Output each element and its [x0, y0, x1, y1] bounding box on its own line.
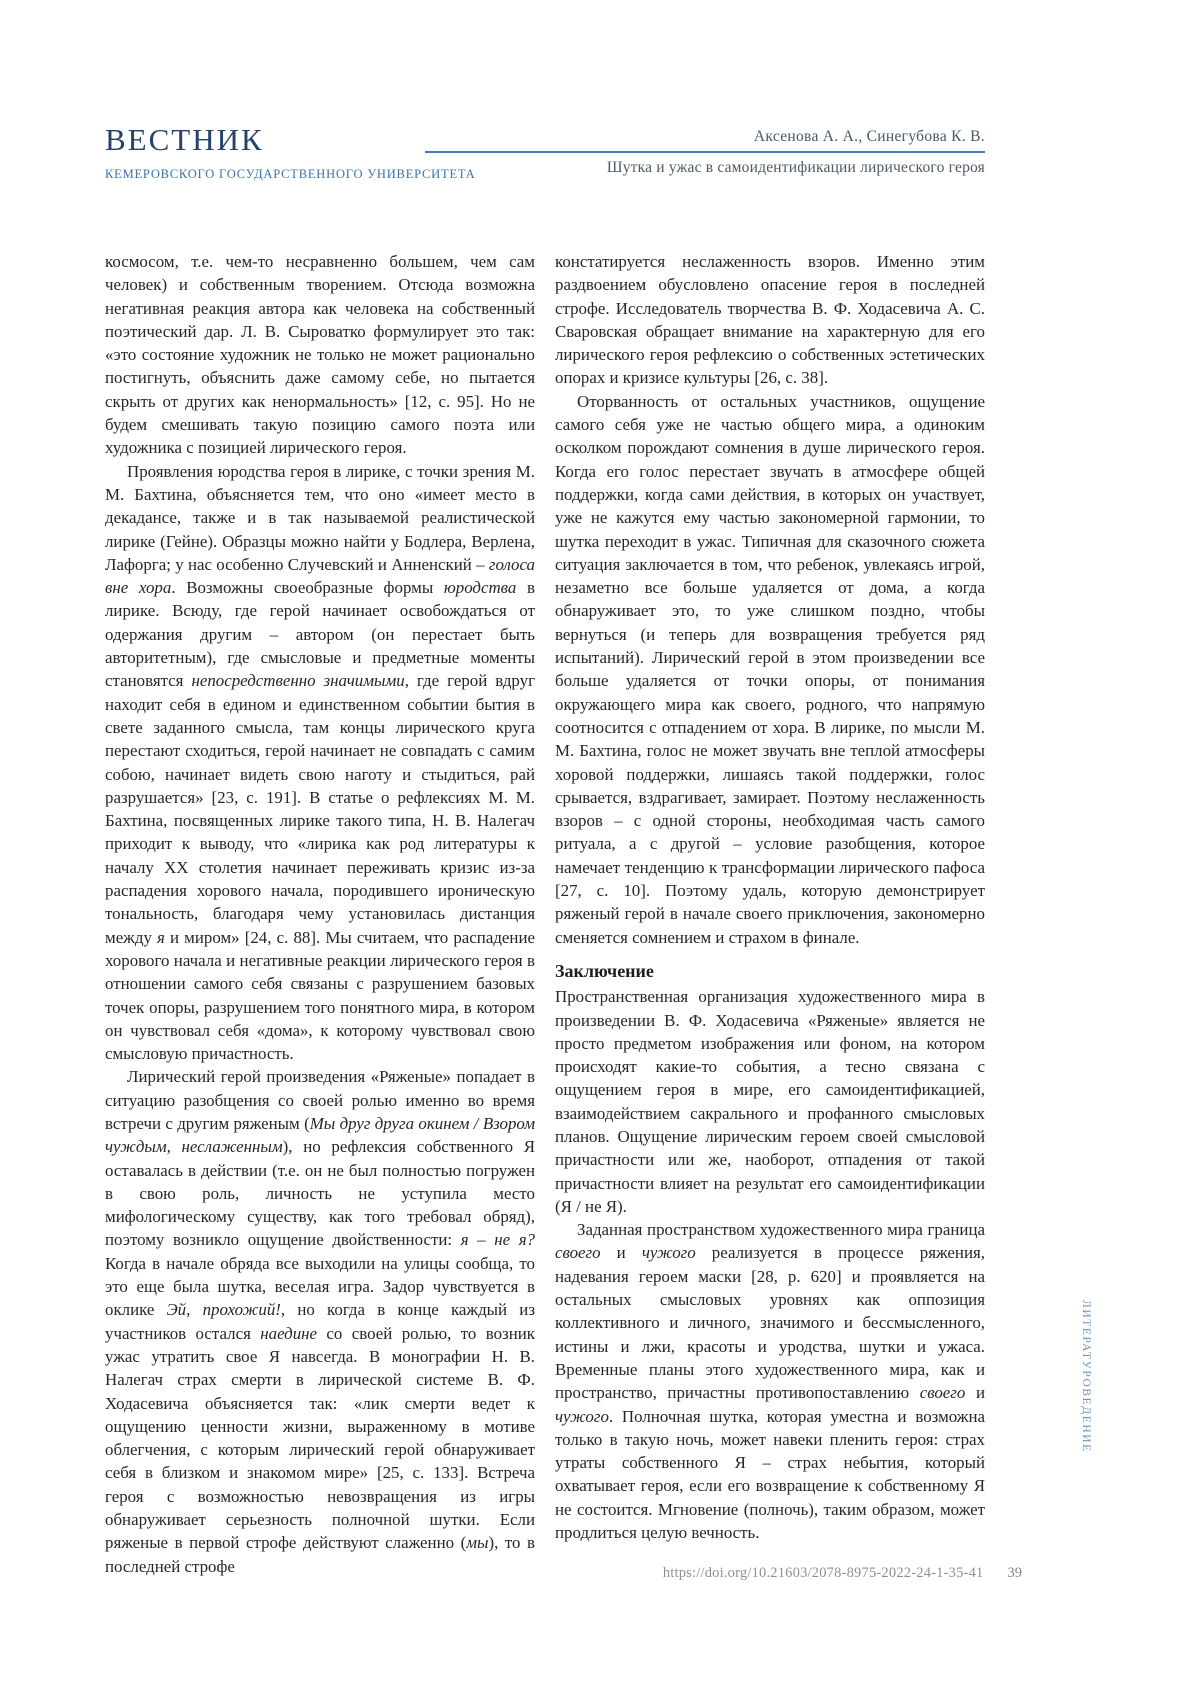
text-run: Оторванность от остальных участников, ощущение самого себя уже не частью общего мира, а одиноким осколком порождают сомнения в душе лирического героя. Когда его голос перестает звучать в атмосфере общей поддержки, когда сами действия, в которых он участвует, уже не кажутся ему частью закономерной гармонии, то шутка переходит в ужас. Типичная для сказочного сюжета ситуация заключается в том, что ребенок, увлекаясь игрой, незаметно все больше удаляется от дома, а когда обнаруживает это, то уже слишком поздно, чтобы вернуться (и теперь для возвращения требуется ряд испытаний). Лирический герой в этом произведении все больше удаляется от точки опоры, от понимания окружающего мира как своего, родного, что напрямую соотносится с отпадением от хора. В лирике, по мысли М. М. Бахтина, голос не может звучать вне теплой атмосферы хоровой поддержки, лишаясь такой поддержки, голос срывается, вздрагивает, замирает. Поэтому неслаженность взоров – с одной стороны, необходимая часть самого ритуала, а с другой – условие разобщения, которое намечает тенденцию к трансформации лирического пафоса [27, с. 10]. Поэтому удаль, которую демонстрирует ряженый герой в начале своего приключения, закономерно сменяется сомнением и страхом в финале. — [555, 391, 985, 947]
text-run: и — [965, 1383, 985, 1403]
text-run: Проявления юродства героя в лирике, с точки зрения М. М. Бахтина, объясняется тем, что оно «имеет место в декадансе, также и в так называемой реалистической лирике (Гейне). Образцы можно найти у Бодлера, Верлена, Лафорга; у нас особенно Случевский и Анненский – — [105, 461, 535, 574]
text-run: Заключение — [555, 960, 654, 981]
text-run: Мы друг друга окинем / Взором чуждым, неслаженным — [105, 1113, 535, 1157]
text-run: , но когда в конце каждый из участников остался — [105, 1300, 535, 1343]
paragraph — [105, 460, 535, 1066]
text-run: мы — [466, 1533, 489, 1553]
section-label-vertical: ЛИТЕРАТУРОВЕДЕНИЕ — [1080, 1300, 1092, 1453]
text-run: непосредственно значимыми — [191, 671, 405, 691]
paragraph — [555, 390, 985, 949]
text-run: Лирический герой произведения «Ряженые» попадает в ситуацию разобщения со своей ролью именно во время встречи с другим ряженым ( — [105, 1067, 535, 1133]
page-header-right — [425, 128, 985, 177]
text-run: констатируется неслаженность взоров. Именно этим раздвоением обусловлено опасение героя в последней строфе. Исследователь творчества В. Ф. Ходасевича А. С. Сваровская обращает внимание на характерную для его лирического героя рефлексию о собственных эстетических опорах и кризисе культуры [26, с. 38]. — [555, 252, 985, 388]
text-run: в лирике. Всюду, где герой начинает освобождаться от одержания другим – автором (он перестает быть авторитетным), где смысловые и предметные моменты становятся — [105, 578, 536, 691]
text-run: своего — [919, 1383, 966, 1403]
text-run: я – не я? — [460, 1230, 536, 1250]
section-heading — [555, 960, 985, 983]
page-number: 39 — [1007, 1565, 1022, 1581]
text-run: Пространственная организация художественного мира в произведении В. Ф. Ходасевича «Ряженые» является не просто предметом изображения или фоном, на котором происходят какие-то события, а тесно связана с ощущением героя в мире, его самоидентификацией, взаимодействием сакрального и профанного смысловых планов. Ощущение лирическим героем своей смысловой причастности или же, наоборот, отпадения от такой причастности влияет на результат его самоидентификации (Я / не Я). — [555, 987, 985, 1216]
running-title: Шутка и ужас в самоидентификации лирического героя — [606, 159, 985, 176]
paragraph — [555, 250, 985, 390]
journal-name: ВЕСТНИК — [105, 122, 264, 157]
text-run: и — [600, 1243, 642, 1263]
text-run: ), то в последней строфе — [105, 1533, 535, 1576]
text-run: наедине — [260, 1323, 318, 1343]
text-run: чужого — [555, 1406, 609, 1426]
paragraph — [555, 985, 985, 1218]
paragraph — [105, 250, 535, 460]
article-body — [105, 250, 985, 1578]
text-run: юродства — [443, 578, 517, 598]
left-column — [105, 250, 535, 1578]
text-run: Заданная пространством художественного мира граница — [577, 1220, 985, 1240]
text-run: , где герой вдруг находит себя в едином и единственном событии бытия в свете заданного смысла, там концы лирического круга перестают сходиться, герой начинает не совпадать с самим собою, начинает видеть свою наготу и стыдиться, рай разрушается» [23, с. 191]. В статье о рефлексиях М. М. Бахтина, посвященных лирике такого типа, Н. В. Налегач приходит к выводу, что «лирика как род литературы к началу XX столетия начинает переживать кризис из-за распадения хорового начала, породившего ироническую тональность, благодаря чему установилась дистанция между — [105, 671, 536, 947]
article-authors: Аксенова А. А., Синегубова К. В. — [753, 128, 985, 145]
text-run: реализуется в процессе ряжения, надевания героем маски [28, p. 620] и проявляется на остальных смысловых уровнях как оппозиция коллективного и личного, значимого и бессмысленного, истины и лжи, красоты и уродства, шутки и ужаса. Временные планы этого художественного мира, как и пространство, причастны противопоставлению — [555, 1243, 985, 1403]
text-run: я — [157, 927, 165, 947]
page-footer — [105, 1565, 1022, 1582]
text-run: своего — [555, 1243, 601, 1263]
text-run: и миром» [24, с. 88]. Мы считаем, что распадение хорового начала и негативные реакции лирического героя в отношении самого себя связаны с разрушением базовых точек опоры, разрушением того понятного мира, в котором он чувствовал себя «дома», к которому чувствовал свою смысловую причастность. — [105, 927, 535, 1064]
text-run: со своей ролью, то возник ужас утратить свое Я навсегда. В монографии Н. В. Налегач страх смерти в лирической системе В. Ф. Ходасевича объясняется так: «лик смерти ведет к ощущению ценности жизни, выраженному в мотиве облегчения, с которым лирический герой обнаруживает себя в близком и знакомом мире» [25, с. 133]. Встреча героя с возможностью невозвращения из игры обнаруживает серьезность полночной шутки. Если ряженые в первой строфе действуют слаженно ( — [105, 1323, 535, 1553]
text-run: голоса вне хора — [105, 554, 535, 598]
right-column — [555, 250, 985, 1578]
text-run: Эй, прохожий! — [166, 1300, 281, 1320]
text-run: . Полночная шутка, которая уместна и возможна только в такую ночь, может навеки пленить героя: страх утраты собственного Я – страх небытия, который охватывает героя, если его возвращение к собственному Я не состоится. Мгновение (полночь), таким образом, может продлиться целую вечность. — [555, 1406, 985, 1543]
journal-subname: КЕМЕРОВСКОГО ГОСУДАРСТВЕННОГО УНИВЕРСИТЕТА — [105, 167, 476, 181]
text-run: Когда в начале обряда все выходили на улицы сообща, то это еще была шутка, веселая игра. Задор чувствуется в оклике — [105, 1253, 535, 1320]
doi-link[interactable]: https://doi.org/10.21603/2078-8975-2022-24-1-35-41 — [662, 1565, 984, 1581]
paragraph — [555, 1218, 985, 1544]
text-run: чужого — [641, 1243, 696, 1263]
header-rule — [425, 151, 985, 153]
text-run: космосом, т.е. чем-то несравненно большем, чем сам человек) и собственным творением. Отсюда возможна негативная реакция автора как человека на собственный поэтический дар. Л. В. Сыроватко формулирует это так: «это состояние художник не только не может рационально постигнуть, объяснить даже самому себе, но пытается скрыть от других как ненормальность» [12, с. 95]. Но не будем смешивать такую позицию самого поэта или художника с позицией лирического героя. — [105, 252, 535, 458]
paragraph — [105, 1065, 535, 1578]
text-run: . Возможны своеобразные формы — [171, 578, 444, 598]
text-run: ), но рефлексия собственного Я оставалась в действии (т.е. он не был полностью погружен в свою роль, личность не уступила место мифологическому существу, как того требовал обряд), поэтому возникло ощущение двойственности: — [105, 1137, 535, 1250]
